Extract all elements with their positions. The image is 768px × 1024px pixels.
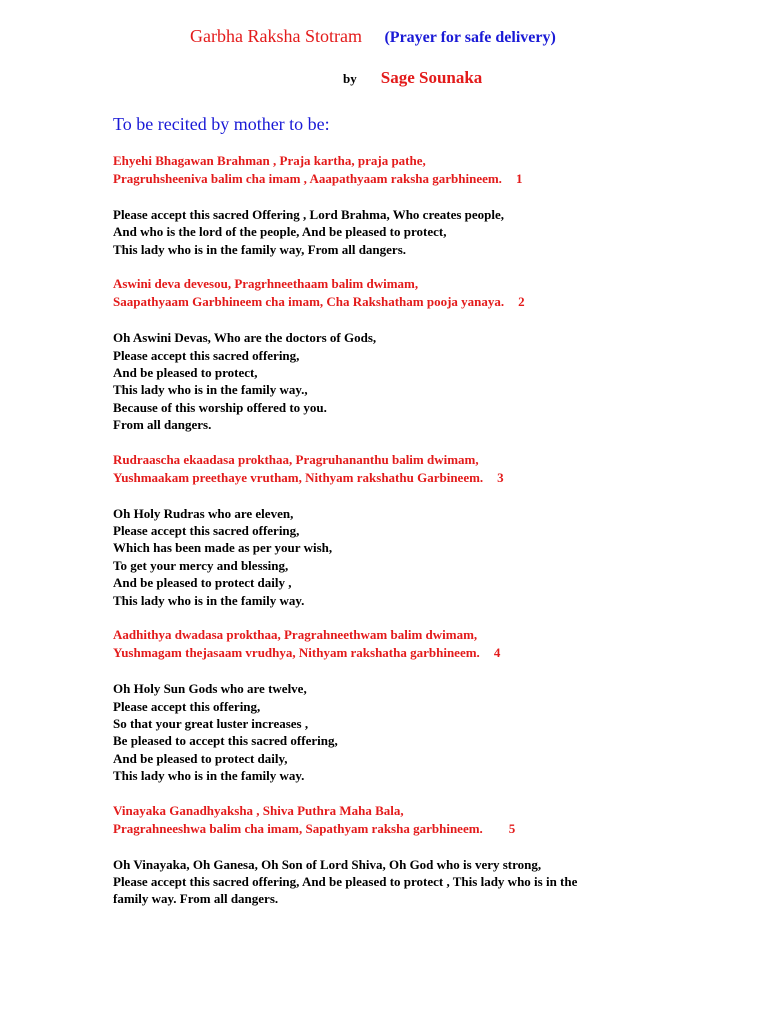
verse-line-text: Yushmagam thejasaam vrudhya, Nithyam rakshatha garbhineem. [113,645,480,661]
translation-line: Oh Holy Sun Gods who are twelve, [113,681,307,697]
translation-line: To get your mercy and blessing, [113,557,289,573]
verse-number: 4 [493,645,501,661]
intro-heading: To be recited by mother to be: [113,114,330,134]
verse-line [113,170,673,188]
translation-line: This lady who is in the family way., [113,382,308,398]
translation-line: Please accept this sacred offering, [113,523,300,539]
translation-line: And who is the lord of the people, And be pleased to protect, [113,224,447,240]
translation-line: And be pleased to protect daily , [113,575,292,591]
translation-line: And be pleased to protect, [113,365,258,381]
verse-line: Aswini deva devesou, Pragrhneethaam balim dwimam, [113,276,419,292]
verse-3 [113,451,673,487]
translation-line: Please accept this sacred offering, And be pleased to protect , This lady who is in the [113,873,578,889]
verse-line: Aadhithya dwadasa prokthaa, Pragrahneethwam balim dwimam, [113,627,478,643]
translation-line: This lady who is in the family way. [113,592,305,608]
translation-4 [113,680,673,784]
stotram-body [113,152,673,925]
verse-line-text: Pragrahneeshwa balim cha imam, Sapathyam raksha garbhineem. [113,820,483,836]
translation-line: Oh Holy Rudras who are eleven, [113,505,294,521]
translation-2 [113,329,673,433]
translation-line: family way. From all dangers. [113,891,279,907]
verse-4 [113,626,673,662]
verse-line [113,820,673,838]
translation-line: Oh Vinayaka, Oh Ganesa, Oh Son of Lord Shiva, Oh God who is very strong, [113,856,542,872]
verse-line-text: Saapathyaam Garbhineem cha imam, Cha Rakshatham pooja yanaya. [113,294,505,310]
translation-line: Which has been made as per your wish, [113,540,333,556]
verse-1 [113,152,673,188]
verse-line-text: Pragruhsheeniva balim cha imam , Aaapathyaam raksha garbhineem. [113,171,502,186]
translation-line: Be pleased to accept this sacred offering, [113,733,338,749]
by-label: by [343,71,357,86]
translation-5 [113,856,673,908]
translation-line: This lady who is in the family way. [113,768,305,784]
translation-3 [113,505,673,609]
document-subtitle: (Prayer for safe delivery) [384,29,556,46]
verse-number: 5 [508,820,516,836]
verse-line [113,644,673,662]
translation-line: Please accept this offering, [113,698,261,714]
verse-2 [113,275,673,311]
translation-line: Because of this worship offered to you. [113,399,327,415]
verse-number: 1 [515,171,523,186]
verse-line [113,469,673,487]
translation-1 [113,206,673,258]
translation-line: And be pleased to protect daily, [113,750,288,766]
verse-5 [113,802,673,838]
translation-line: Please accept this sacred Offering , Lord Brahma, Who creates people, [113,207,505,222]
verse-line [113,293,673,311]
verse-line: Vinayaka Ganadhyaksha , Shiva Puthra Maha Bala, [113,802,404,818]
title-line [190,24,556,50]
document-title: Garbha Raksha Stotram [190,26,362,46]
verse-line: Ehyehi Bhagawan Brahman , Praja kartha, praja pathe, [113,153,426,168]
translation-line: From all dangers. [113,417,212,433]
author-name: Sage Sounaka [380,68,483,87]
translation-line: Please accept this sacred offering, [113,347,300,363]
verse-number: 3 [497,469,504,485]
verse-number: 2 [518,294,525,310]
translation-line: Oh Aswini Devas, Who are the doctors of Gods, [113,330,377,346]
translation-line: So that your great luster increases , [113,715,309,731]
verse-line: Rudraascha ekaadasa prokthaa, Pragruhananthu balim dwimam, [113,451,479,467]
byline [343,66,482,91]
verse-line-text: Yushmaakam preethaye vrutham, Nithyam rakshathu Garbineem. [113,469,484,485]
translation-line: This lady who is in the family way, From all dangers. [113,241,407,257]
